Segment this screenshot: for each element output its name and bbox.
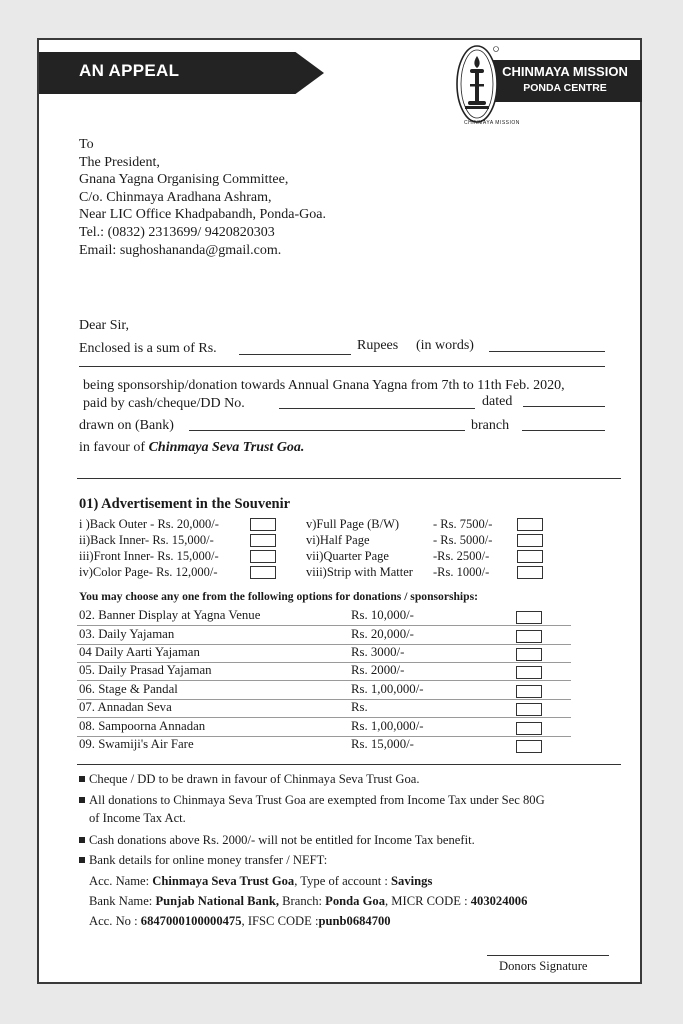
row-divider	[77, 625, 571, 626]
option-name: 09. Swamiji's Air Fare	[79, 737, 194, 751]
dd-number-field[interactable]	[279, 408, 475, 409]
payment-label: paid by cash/cheque/DD No.	[83, 396, 245, 411]
note-cash	[79, 833, 475, 848]
checkbox-quarter-page[interactable]	[517, 550, 543, 563]
souvenir-title: 01) Advertisement in the Souvenir	[79, 496, 291, 512]
branch-field[interactable]	[522, 430, 605, 431]
checkbox-back-inner[interactable]	[250, 534, 276, 547]
bank-name-line	[89, 894, 527, 909]
option-price: Rs. 20,000/-	[351, 627, 414, 641]
note-text: All donations to Chinmaya Seva Trust Goa are exempted from Income Tax under Sec 80G	[89, 793, 545, 807]
address-line: Gnana Yagna Organising Committee,	[79, 172, 289, 188]
checkbox-stage-pandal[interactable]	[516, 685, 542, 698]
amount-field[interactable]	[239, 354, 351, 355]
souvenir-item: vii)Quarter Page	[306, 549, 389, 563]
checkbox-daily-yajaman[interactable]	[516, 630, 542, 643]
label: , IFSC CODE :	[241, 914, 319, 928]
account-type: Savings	[391, 874, 433, 888]
bank-branch: Ponda Goa	[325, 894, 385, 908]
checkbox-back-outer[interactable]	[250, 518, 276, 531]
checkbox-aarti-yajaman[interactable]	[516, 648, 542, 661]
bank-name: Punjab National Bank,	[155, 894, 279, 908]
souvenir-item: vi)Half Page	[306, 533, 370, 547]
divider	[77, 764, 621, 765]
checkbox-color-page[interactable]	[250, 566, 276, 579]
bullet-icon	[79, 776, 85, 782]
address-block	[79, 136, 326, 259]
address-line: Tel.: (0832) 2313699/ 9420820303	[79, 224, 275, 240]
checkbox-strip[interactable]	[517, 566, 543, 579]
appeal-form	[37, 38, 642, 984]
dated-label: dated	[482, 394, 513, 409]
option-name: 06. Stage & Pandal	[79, 682, 178, 696]
note-bank	[79, 853, 327, 868]
option-name: 02. Banner Display at Yagna Venue	[79, 608, 261, 622]
address-line: To	[79, 137, 94, 152]
checkbox-front-inner[interactable]	[250, 550, 276, 563]
account-name-line	[89, 874, 432, 889]
row-divider	[77, 717, 571, 718]
org-name: CHINMAYA MISSION	[502, 64, 628, 79]
checkbox-half-page[interactable]	[517, 534, 543, 547]
note-tax-cont: of Income Tax Act.	[89, 811, 186, 825]
souvenir-item: viii)Strip with Matter	[306, 565, 413, 579]
in-words-label: (in words)	[416, 338, 474, 353]
option-price: Rs.	[351, 700, 368, 714]
note-tax	[79, 793, 545, 808]
bank-field[interactable]	[189, 430, 465, 431]
signature-label: Donors Signature	[499, 959, 588, 973]
note-text: Cash donations above Rs. 2000/- will not be entitled for Income Tax benefit.	[89, 833, 475, 847]
checkbox-air-fare[interactable]	[516, 740, 542, 753]
checkbox-full-page[interactable]	[517, 518, 543, 531]
favour-label: in favour of	[79, 440, 149, 455]
address-line: Near LIC Office Khadpabandh, Ponda-Goa.	[79, 207, 326, 223]
option-price: Rs. 1,00,000/-	[351, 719, 424, 733]
account-number-line	[89, 914, 391, 929]
checkbox-annadan-seva[interactable]	[516, 703, 542, 716]
souvenir-right-prices	[433, 516, 492, 580]
address-line: The President,	[79, 154, 160, 170]
label: , Type of account :	[294, 874, 392, 888]
option-price: Rs. 15,000/-	[351, 737, 414, 751]
label: Acc. No :	[89, 914, 141, 928]
souvenir-right-list	[306, 516, 413, 580]
bank-label: drawn on (Bank)	[79, 418, 174, 433]
account-name: Chinmaya Seva Trust Goa	[152, 874, 295, 888]
label: , MICR CODE :	[385, 894, 471, 908]
souvenir-price: -Rs. 1000/-	[433, 565, 490, 579]
option-price: Rs. 2000/-	[351, 663, 405, 677]
date-field[interactable]	[523, 406, 605, 407]
address-line: Email: sughoshananda@gmail.com.	[79, 242, 282, 258]
checkbox-banner-display[interactable]	[516, 611, 542, 624]
souvenir-price: - Rs. 5000/-	[433, 533, 493, 547]
souvenir-item: ii)Back Inner- Rs. 15,000/-	[79, 533, 214, 547]
signature-field[interactable]	[487, 955, 609, 956]
souvenir-item: i )Back Outer - Rs. 20,000/-	[79, 517, 219, 531]
option-name: 05. Daily Prasad Yajaman	[79, 663, 212, 677]
note-cheque	[79, 772, 420, 787]
ifsc-code: punb0684700	[318, 914, 391, 928]
option-price: Rs. 10,000/-	[351, 608, 414, 622]
branch-label: branch	[471, 418, 510, 433]
option-price: Rs. 1,00,000/-	[351, 682, 424, 696]
option-name: 08. Sampoorna Annadan	[79, 719, 206, 733]
souvenir-item: iv)Color Page- Rs. 12,000/-	[79, 565, 218, 579]
address-line: C/o. Chinmaya Aradhana Ashram,	[79, 189, 272, 205]
sponsorship-text: being sponsorship/donation towards Annual Gnana Yagna from 7th to 11th Feb. 2020,	[83, 378, 565, 393]
souvenir-item: iii)Front Inner- Rs. 15,000/-	[79, 549, 219, 563]
trust-name: Chinmaya Seva Trust Goa.	[148, 440, 305, 455]
logo-caption: CHINMAYA MISSION	[464, 120, 520, 126]
checkbox-sampoorna-annadan[interactable]	[516, 722, 542, 735]
amount-words-field[interactable]	[489, 351, 605, 352]
souvenir-price: - Rs. 7500/-	[433, 517, 493, 531]
page-title: AN APPEAL	[79, 61, 180, 80]
account-number: 6847000100000475	[140, 914, 242, 928]
amount-words-field-2[interactable]	[79, 366, 605, 367]
option-name: 07. Annadan Seva	[79, 700, 172, 714]
bullet-icon	[79, 857, 85, 863]
option-name: 03. Daily Yajaman	[79, 627, 175, 641]
souvenir-item: v)Full Page (B/W)	[306, 517, 400, 531]
options-title: You may choose any one from the following options for donations / sponsorships:	[79, 590, 478, 603]
salutation: Dear Sir,	[79, 318, 129, 333]
org-centre: PONDA CENTRE	[523, 82, 607, 94]
souvenir-left-list	[79, 516, 219, 580]
bullet-icon	[79, 797, 85, 803]
favour-text	[79, 440, 304, 456]
option-price: Rs. 3000/-	[351, 645, 405, 659]
note-text: Cheque / DD to be drawn in favour of Chinmaya Seva Trust Goa.	[89, 772, 420, 786]
note-text: Bank details for online money transfer / NEFT:	[89, 853, 328, 867]
souvenir-price: -Rs. 2500/-	[433, 549, 490, 563]
label: Branch:	[278, 894, 326, 908]
enclosed-label: Enclosed is a sum of Rs.	[79, 341, 217, 356]
label: Bank Name:	[89, 894, 156, 908]
divider	[77, 478, 621, 479]
micr-code: 403024006	[470, 894, 528, 908]
rupees-label: Rupees	[357, 338, 399, 353]
label: Acc. Name:	[89, 874, 153, 888]
checkbox-prasad-yajaman[interactable]	[516, 666, 542, 679]
option-name: 04 Daily Aarti Yajaman	[79, 645, 200, 659]
row-divider	[77, 680, 571, 681]
bullet-icon	[79, 837, 85, 843]
